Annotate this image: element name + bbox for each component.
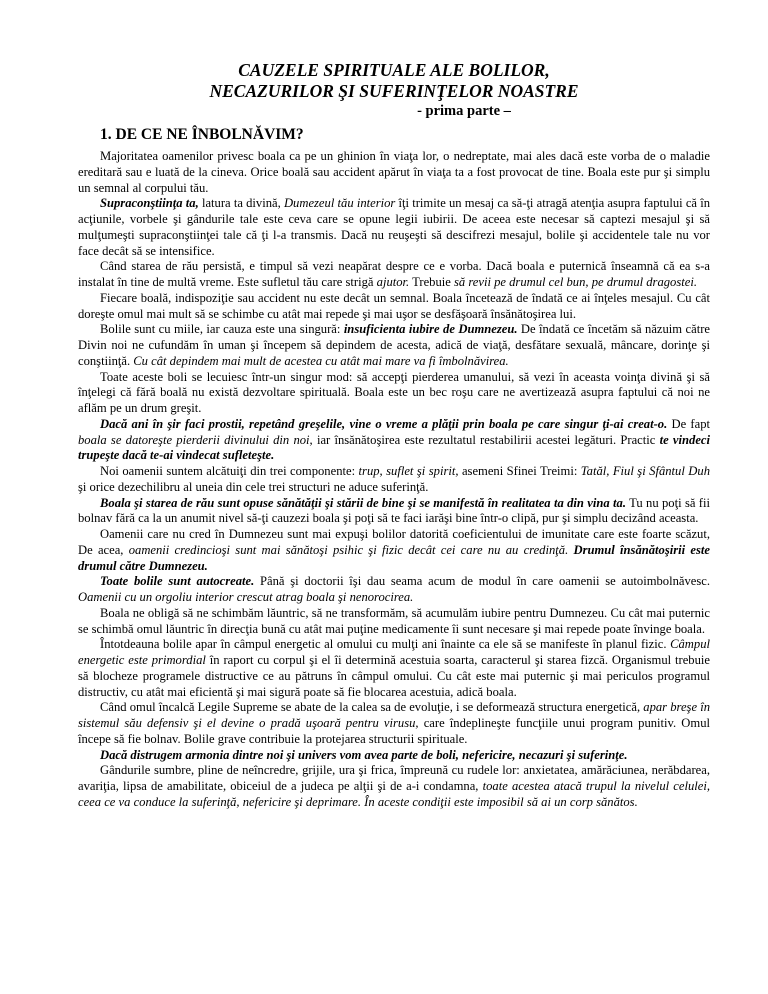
text-run: Dacă ani în şir faci prostii, repetând greşelile, vine o vreme a plăţii prin boala pe care singur ţi-ai creat-o. <box>100 416 668 431</box>
text-run: Câmpul energetic este primordial <box>78 637 710 667</box>
text-run: insuficienta iubire de Dumnezeu. <box>343 322 518 337</box>
text-run: Drumul însănătoşirii este drumul către Dumnezeu. <box>78 542 710 573</box>
text-run: care îndeplineşte funcţiile unui program punitiv. Omul începe să fie bolnav. Bolile grave contribuie la protejarea structurii spirituale. <box>78 716 710 746</box>
text-run: Întotdeauna bolile apar în câmpul energetic al omului cu mulţi ani înainte ca ele să se manifeste în planul fizic. <box>100 637 671 652</box>
text-run: Dumezeul tău interior <box>283 196 396 211</box>
text-run: asemeni Sfinei Treimi: <box>458 464 581 478</box>
text-run: apar breşe în sistemul său defensiv şi el devine o pradă uşoară pentru virusu, <box>78 700 710 730</box>
paragraph <box>78 259 710 291</box>
paragraph <box>78 291 710 323</box>
text-run: Toate aceste boli se lecuiesc într-un singur mod: să accepţi pierderea umanului, să vezi în aceasta voinţa divină şi să înţelegi că fără boală nu există dezvoltare spirituală. Boala este un bec roşu care ne avertizează asupra faptului că noi ne aflăm pe un drum greşit. <box>78 369 710 415</box>
paragraph <box>78 322 710 369</box>
text-run: Toate bolile sunt autocreate. <box>100 574 255 589</box>
text-run: latura ta divină, <box>198 196 284 211</box>
text-run: Boala şi starea de rău sunt opuse sănătăţii şi stării de bine şi se manifestă în realitatea ta din vina ta. <box>100 495 626 510</box>
paragraph <box>78 417 710 464</box>
text-run: să revii pe drumul cel bun, pe drumul dragostei. <box>454 275 697 289</box>
paragraph <box>78 196 710 259</box>
text-run: Până şi doctorii îşi dau seama acum de modul în care oamenii se autoimbolnăvesc. <box>254 574 710 589</box>
text-run: De îndată ce încetăm să năzuim către Divin noi ne cufundăm în uman şi începem să depindem de acesta, adică de viaţă, desfătare sexuală, mâncare, dorinţe şi conştiinţă. <box>78 322 710 368</box>
text-run: Tatăl, Fiul şi Sfântul Duh <box>580 464 710 478</box>
title-line-1: CAUZELE SPIRITUALE ALE BOLILOR, <box>238 60 550 80</box>
paragraph <box>78 527 710 574</box>
document-page <box>78 60 710 811</box>
text-run: îţi trimite un mesaj ca să-ţi atragă atenţia asupra faptului că în acţiunile, vorbele şi gândurile tale este ceva care se opune legii iubirii. De aceea este necesar să captezi mesajul şi să mulţumeşti supraconştiinţei tale că ţi l-a transmis. Dacă nu reuşeşti să descifrezi mesajul, bolile şi accidentele tale nu vor face decât să se intensifice. <box>78 196 710 258</box>
text-run: şi orice dezechilibru al uneia din cele trei structuri ne aduce suferinţă. <box>78 479 429 494</box>
text-run: oamenii credincioşi sunt mai sănătoşi psihic şi fizic decât cei care nu au credinţă. <box>128 542 569 557</box>
text-run: Gândurile sumbre, pline de neîncredre, grijile, ura şi frica, împreună cu rudele lor: anxietatea, amărăciunea, nerăbdarea, avariţia, lipsa de amabilitate, obiceiul de a judeca pe alţii şi de a-i condamna, <box>78 763 710 793</box>
text-run: Majoritatea oamenilor privesc boala ca pe un ghinion în viaţa lor, o nedreptate, mai ales dacă este vorba de o maladie ereditară sau e luată de la cineva. Orice boală sau accident apărut în viaţa ta a fost provocat de tine. Boala este pur şi simplu un semnal al corpului tău. <box>78 149 710 195</box>
section-heading: 1. DE CE NE ÎNBOLNĂVIM? <box>100 126 304 143</box>
paragraph <box>78 574 710 606</box>
text-run: boala se datoreşte pierderii divinului din noi, <box>78 432 313 447</box>
paragraph <box>78 763 710 810</box>
text-run: Dacă distrugem armonia dintre noi şi univers vom avea parte de boli, nefericire, necazuri şi suferinţe. <box>100 747 628 762</box>
text-run: Oamenii care nu cred în Dumnezeu sunt mai expuşi bolilor datorită coeficientului de imunitate care este foarte scăzut, De acea, <box>78 527 710 557</box>
text-run: Trebuie <box>409 275 454 289</box>
paragraph <box>78 606 710 638</box>
text-run: Tu nu poţi să fii bolnav fără ca la un anumit nivel să-ţi cauzezi boala şi poţi să te faci iarăşi bine într-o clipă, pur şi simplu decizând aceasta. <box>78 495 710 526</box>
text-run: iar însănătoşirea este rezultatul restabilirii acestei legături. Practic <box>312 432 660 447</box>
paragraph <box>78 496 710 528</box>
subtitle: - prima parte – <box>417 103 511 119</box>
text-run: Supraconştiinţa ta, <box>100 196 199 211</box>
text-run: Când starea de rău persistă, e timpul să vezi neapărat despre ce e vorba. Dacă boala e puternică înseamnă că ea s-a instalat în tine de multă vreme. Este sufletul tău care strigă <box>78 259 710 289</box>
paragraph <box>78 700 710 747</box>
paragraph <box>78 149 710 196</box>
text-run: Fiecare boală, indispoziţie sau accident nu este decât un semnal. Boala încetează de îndată ce ai înţeles mesajul. Cu cât doreşte omul mai mult să se schimbe cu atât mai repede şi mai uşor se desfăşoară însănătoşirea lui. <box>78 290 710 321</box>
text-run: Noi oamenii suntem alcătuiţi din trei componente: <box>100 464 359 478</box>
body-text <box>78 149 710 811</box>
paragraph <box>78 748 710 764</box>
text-run: Cu cât depindem mai mult de acestea cu atât mai mare va fi îmbolnăvirea. <box>133 353 509 368</box>
paragraph <box>78 637 710 700</box>
paragraph <box>78 370 710 417</box>
paragraph <box>78 464 710 496</box>
title-line-2: NECAZURILOR ŞI SUFERINŢELOR NOASTRE <box>209 81 579 101</box>
text-run: în raport cu corpul şi el îi determină acestuia soarta, caracterul şi starea fizcă. Organismul trebuie să blocheze programele distructive ce au pătruns în câmpul omului. Cu cât este mai puternic şi mai periculos programul distructiv, cu atât mai eficientă şi mai sigură poate să fie blocarea acestuia, adică boala. <box>78 653 710 699</box>
text-run: trup, suflet şi spirit, <box>358 464 459 478</box>
text-run: Boala ne obligă să ne schimbăm lăuntric, să ne transformăm, să acumulăm iubire pentru Dumnezeu. Cu cât mai puternic se schimbă omul lăuntric în direcţia bună cu atât mai puţine medicamente îi sunt necesare şi mai repede poate învinge boala. <box>78 605 710 636</box>
text-run: toate acestea atacă trupul la nivelul celulei, ceea ce va conduce la suferinţă, nefericire şi deprimare. În aceste condiţii este imposibil să ai un corp sănătos. <box>78 779 710 809</box>
text-run: te vindeci trupeşte dacă te-ai vindecat sufleteşte. <box>78 432 711 463</box>
text-run: De fapt <box>667 416 711 431</box>
text-run: Când omul încalcă Legile Supreme se abate de la calea sa de evoluţie, i se deformează structura energetică, <box>100 700 644 715</box>
text-run: Oamenii cu un orgoliu interior crescut atrag boala şi nenorocirea. <box>78 590 414 604</box>
text-run: ajutor. <box>376 275 410 289</box>
text-run: Bolile sunt cu miile, iar cauza este una singură: <box>100 322 344 337</box>
